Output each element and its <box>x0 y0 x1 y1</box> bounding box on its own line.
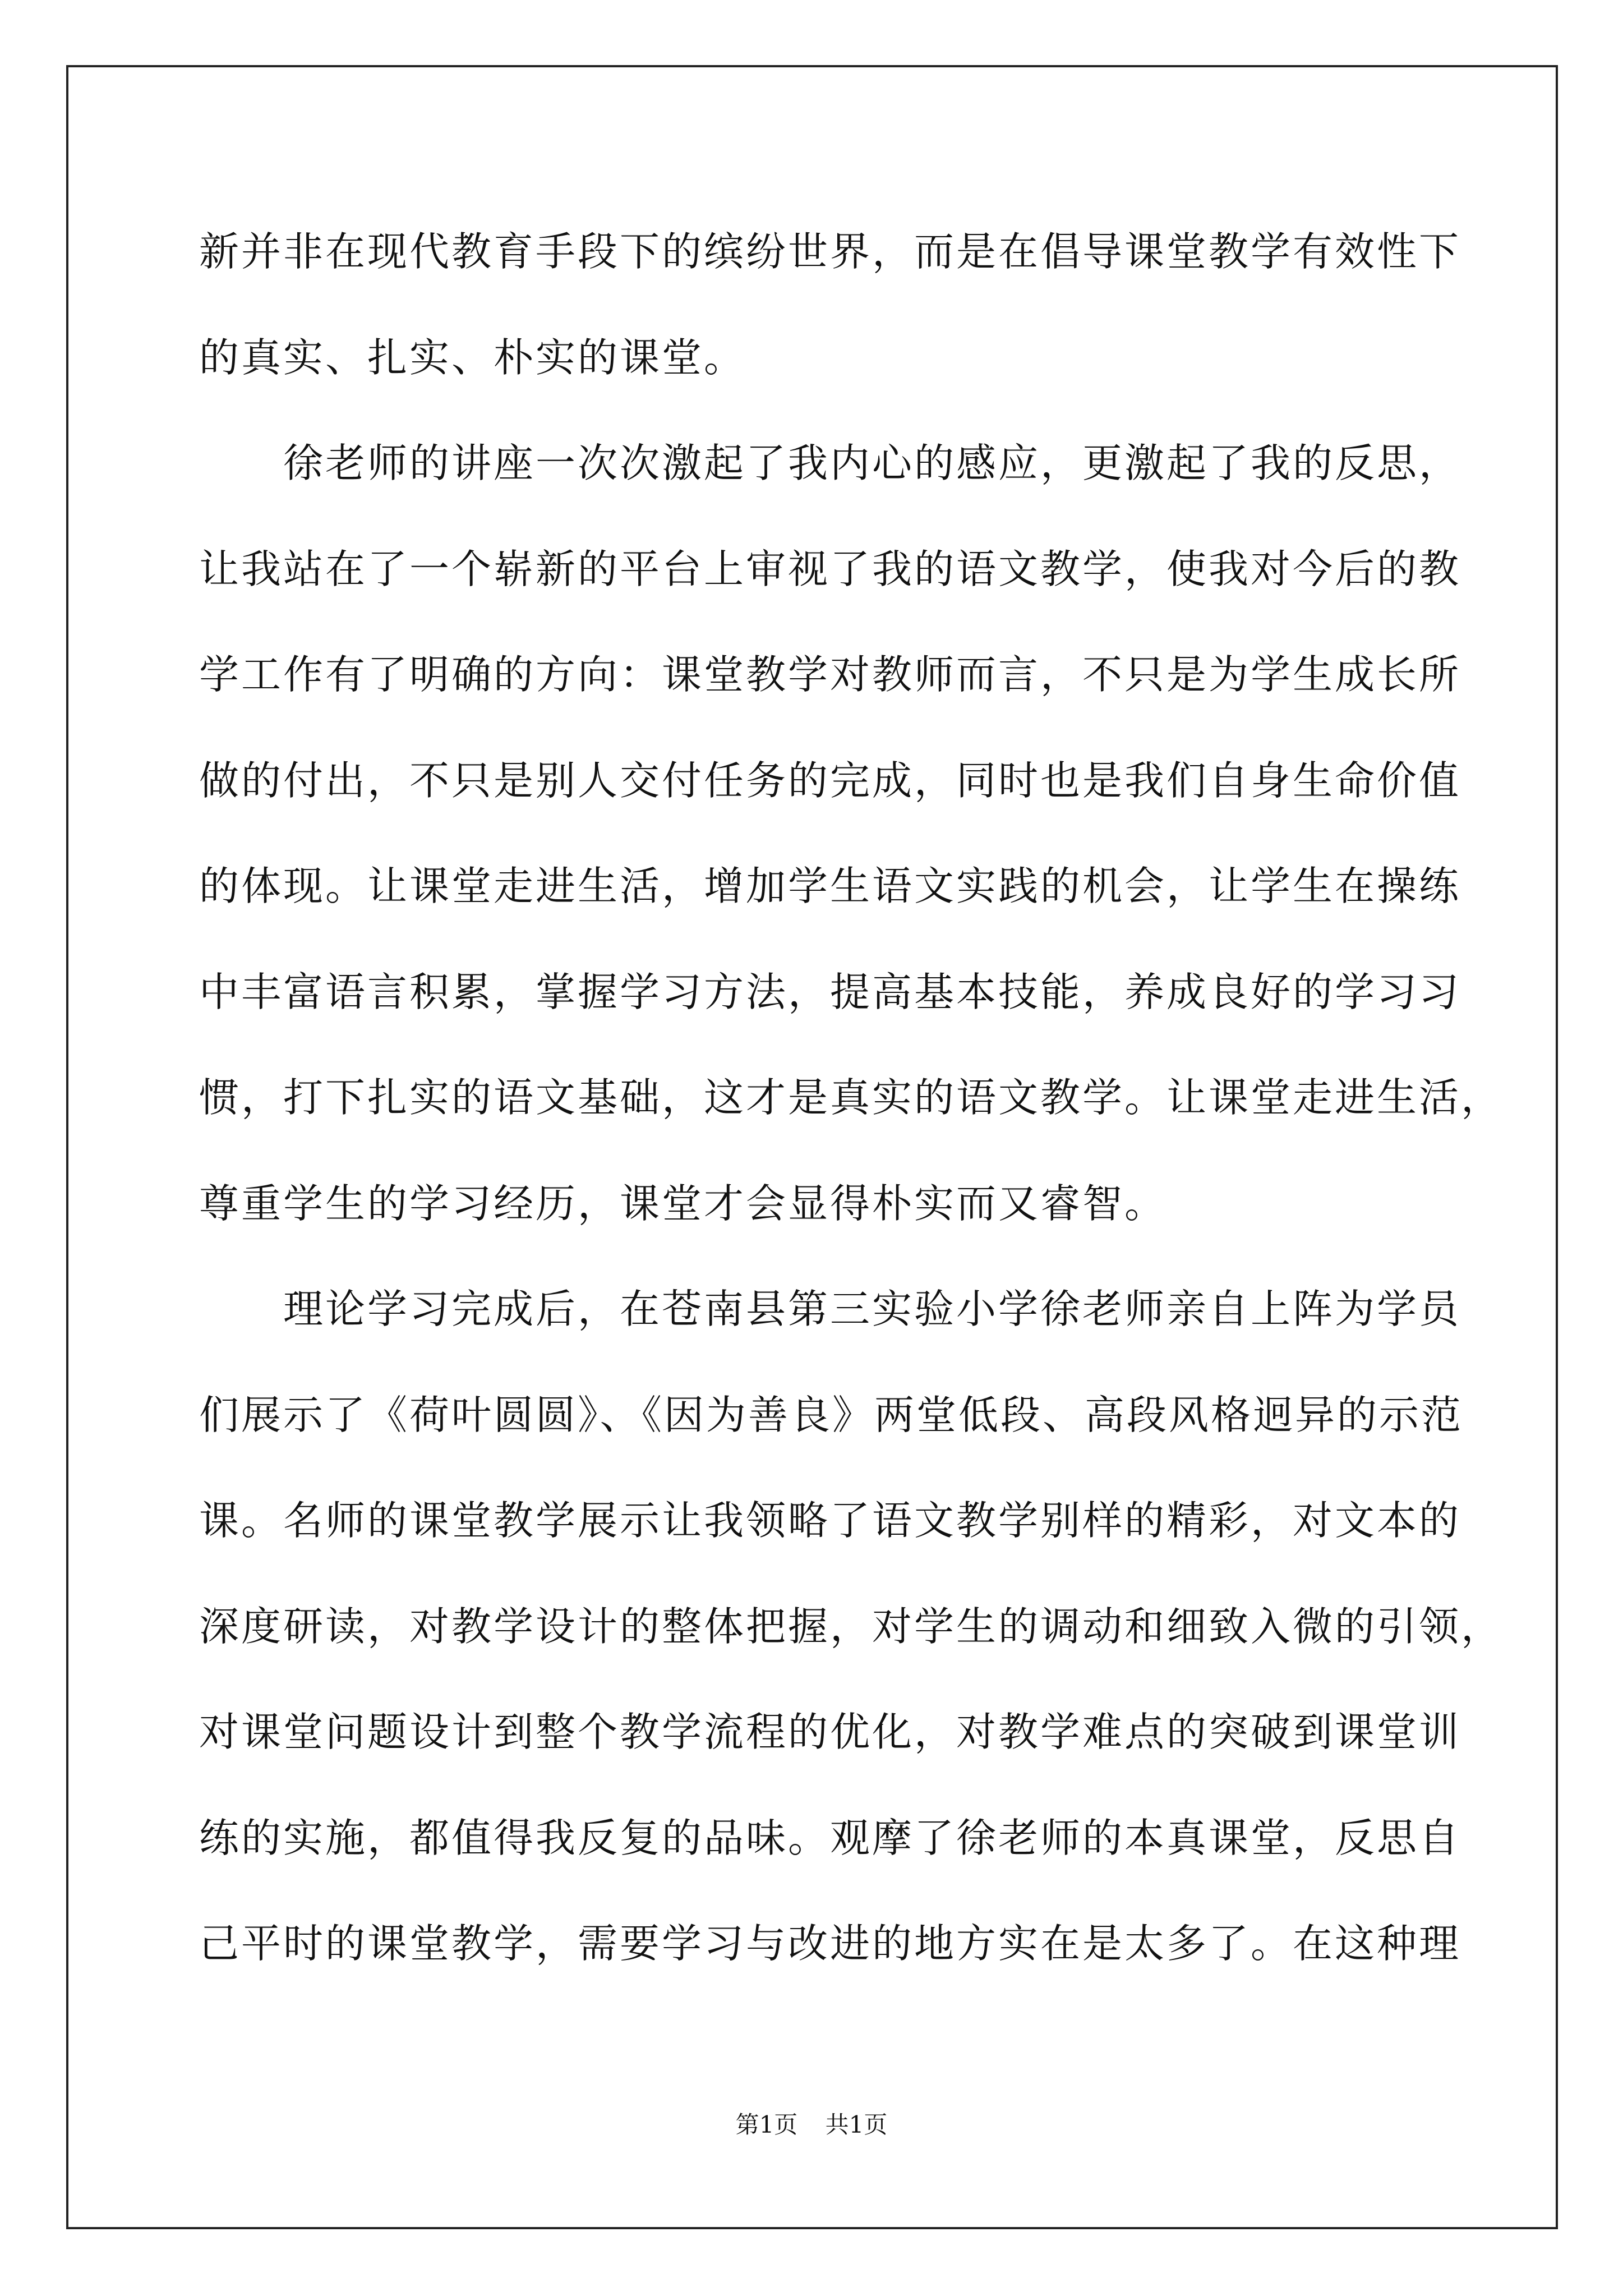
document-body <box>199 199 1504 1997</box>
text-line: 的体现。让课堂走进生活，增加学生语文实践的机会，让学生在操练 <box>199 863 1461 909</box>
text-line: 课。名师的课堂教学展示让我领略了语文教学别样的精彩，对文本的 <box>199 1497 1461 1544</box>
text-line: 深度研读，对教学设计的整体把握，对学生的调动和细致入微的引领， <box>199 1603 1504 1650</box>
text-line: 徐老师的讲座一次次激起了我内心的感应，更激起了我的反思， <box>199 440 1461 486</box>
text-line: 惯，打下扎实的语文基础，这才是真实的语文教学。让课堂走进生活， <box>199 1074 1504 1121</box>
text-line: 做的付出，不只是别人交付任务的完成，同时也是我们自身生命价值 <box>199 757 1461 804</box>
text-line: 学工作有了明确的方向：课堂教学对教师而言，不只是为学生成长所 <box>199 651 1461 698</box>
text-line: 练的实施，都值得我反复的品味。观摩了徐老师的本真课堂，反思自 <box>199 1814 1461 1861</box>
page-number-total: 共1页 <box>825 2111 888 2138</box>
paragraph-2 <box>199 411 1504 1257</box>
text-line: 理论学习完成后，在苍南县第三实验小学徐老师亲自上阵为学员 <box>199 1286 1461 1332</box>
text-line: 中丰富语言积累，掌握学习方法，提高基本技能，养成良好的学习习 <box>199 968 1461 1015</box>
text-line: 的真实、扎实、朴实的课堂。 <box>199 334 746 381</box>
text-line: 对课堂问题设计到整个教学流程的优化，对教学难点的突破到课堂训 <box>199 1709 1461 1755</box>
paragraph-3 <box>199 1257 1504 1997</box>
paragraph-1 <box>199 199 1461 411</box>
page-number-current: 第1页 <box>735 2111 798 2138</box>
text-line: 尊重学生的学习经历，课堂才会显得朴实而又睿智。 <box>199 1180 1167 1227</box>
text-line: 新并非在现代教育手段下的缤纷世界，而是在倡导课堂教学有效性下 <box>199 228 1461 275</box>
page-footer <box>0 2106 1623 2140</box>
text-line: 们展示了《荷叶圆圆》、《因为善良》两堂低段、高段风格迥异的示范 <box>199 1391 1464 1438</box>
text-line: 让我站在了一个崭新的平台上审视了我的语文教学，使我对今后的教 <box>199 545 1461 592</box>
text-line: 己平时的课堂教学，需要学习与改进的地方实在是太多了。在这种理 <box>199 1920 1461 1967</box>
